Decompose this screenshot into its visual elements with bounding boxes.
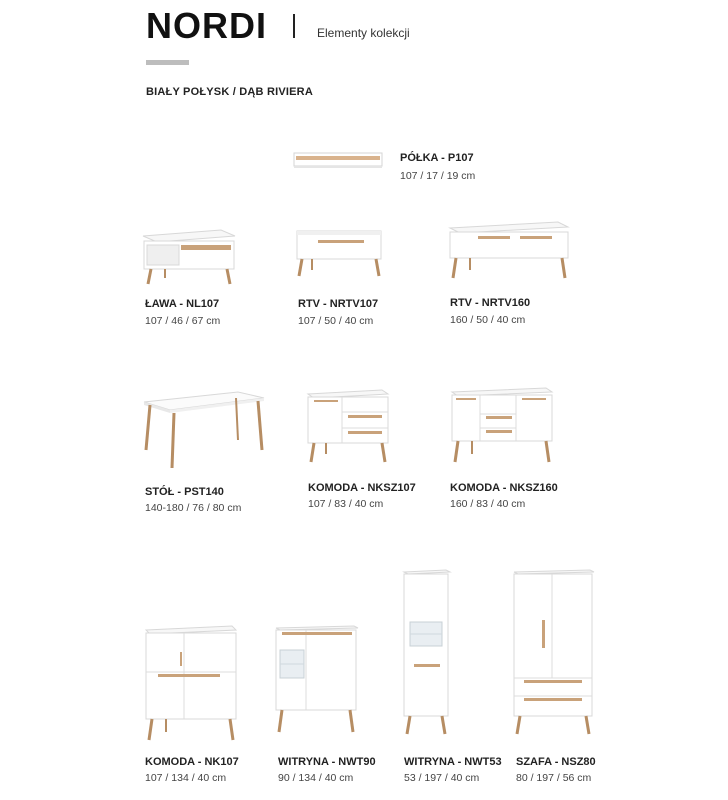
product-name-nl107: ŁAWA - NL107 <box>145 298 220 310</box>
tv-cabinet-icon <box>448 220 572 282</box>
chest-of-drawers-icon <box>450 386 554 464</box>
product-name-nsz80: SZAFA - NSZ80 <box>516 756 596 768</box>
product-dims-nrtv107: 107 / 50 / 40 cm <box>298 315 374 327</box>
finish-label: BIAŁY POŁYSK / DĄB RIVIERA <box>146 86 313 98</box>
product-dims-nsz80: 80 / 197 / 56 cm <box>516 772 592 784</box>
product-name-nwt90: WITRYNA - NWT90 <box>278 756 376 768</box>
product-name-p107: PÓŁKA - P107 <box>400 152 474 164</box>
product-dims-pst140: 140-180 / 76 / 80 cm <box>145 502 242 514</box>
product-dims-nwt90: 90 / 134 / 40 cm <box>278 772 354 784</box>
product-name-nrtv107: RTV - NRTV107 <box>298 298 379 310</box>
display-cabinet-icon <box>274 624 360 734</box>
shelf-icon <box>294 153 384 175</box>
product-name-nksz107: KOMODA - NKSZ107 <box>308 482 416 494</box>
title-divider <box>293 14 295 38</box>
product-name-pst140: STÓŁ - PST140 <box>145 486 224 498</box>
product-name-nwt53: WITRYNA - NWT53 <box>404 756 502 768</box>
product-dims-nl107: 107 / 46 / 67 cm <box>145 315 221 327</box>
product-dims-nrtv160: 160 / 50 / 40 cm <box>450 314 526 326</box>
accent-bar <box>146 60 189 65</box>
product-dims-p107: 107 / 17 / 19 cm <box>400 170 476 182</box>
product-dims-nwt53: 53 / 197 / 40 cm <box>404 772 480 784</box>
product-dims-nksz107: 107 / 83 / 40 cm <box>308 498 384 510</box>
product-dims-nksz160: 160 / 83 / 40 cm <box>450 498 526 510</box>
table-icon <box>140 390 268 470</box>
wardrobe-icon <box>512 568 598 736</box>
tv-cabinet-icon <box>296 228 386 280</box>
product-name-nksz160: KOMODA - NKSZ160 <box>450 482 558 494</box>
product-name-nk107: KOMODA - NK107 <box>145 756 239 768</box>
coffee-table-icon <box>143 228 239 286</box>
cabinet-icon <box>144 624 240 742</box>
collection-subtitle: Elementy kolekcji <box>317 26 410 40</box>
brand-title: NORDI <box>146 5 267 46</box>
chest-of-drawers-icon <box>306 388 392 464</box>
display-cabinet-icon <box>402 568 452 736</box>
product-dims-nk107: 107 / 134 / 40 cm <box>145 772 227 784</box>
product-name-nrtv160: RTV - NRTV160 <box>450 297 531 309</box>
